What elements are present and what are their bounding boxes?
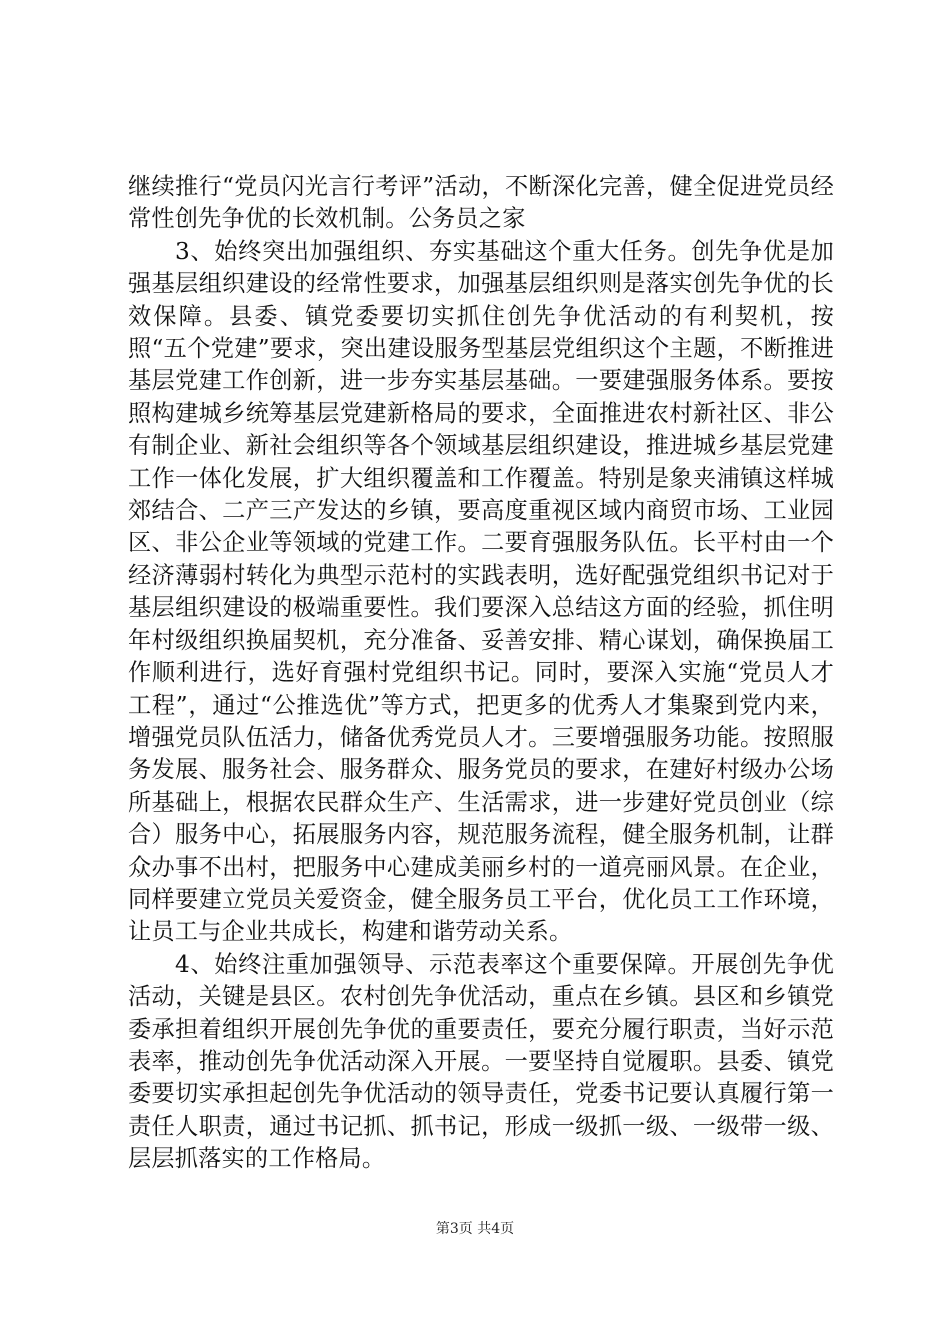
paragraph-item-3: 3、始终突出加强组织、夯实基础这个重大任务。创先争优是加强基层组织建设的经常性要求，加强基层组织则是落实创先争优的长效保障。县委、镇党委要切实抓住创先争优活动的有利契机，按照“五个党建”要求，突出建设服务型基层党组织这个主题，不断推进基层党建工作创新，进一步夯实基层基础。一要建强服务体系。要按照构建城乡统筹基层党建新格局的要求，全面推进农村新社区、非公有制企业、新社会组织等各个领域基层组织建设，推进城乡基层党建工作一体化发展，扩大组织覆盖和工作覆盖。特别是象夹浦镇这样城郊结合、二产三产发达的乡镇，要高度重视区域内商贸市场、工业园区、非公企业等领域的党建工作。二要育强服务队伍。长平村由一个经济薄弱村转化为典型示范村的实践表明，选好配强党组织书记对于基层组织建设的极端重要性。我们要深入总结这方面的经验，抓住明年村级组织换届契机，充分准备、妥善安排、精心谋划，确保换届工作顺利进行，选好育强村党组织书记。同时，要深入实施“党员人才工程”，通过“公推选优”等方式，把更多的优秀人才集聚到党内来，增强党员队伍活力，储备优秀党员人才。三要增强服务功能。按照服务发展、服务社会、服务群众、服务党员的要求，在建好村级办公场所基础上，根据农民群众生产、生活需求，进一步建好党员创业（综合）服务中心，拓展服务内容，规范服务流程，健全服务机制，让群众办事不出村，把服务中心建成美丽乡村的一道亮丽风景。在企业，同样要建立党员关爱资金，健全服务员工平台，优化员工工作环境，让员工与企业共成长，构建和谐劳动关系。 <box>128 237 834 946</box>
paragraph-continuation: 继续推行“党员闪光言行考评”活动，不断深化完善，健全促进党员经常性创先争优的长效机制。公务员之家 <box>128 173 834 233</box>
page-footer: 第3页 共4页 <box>435 1221 515 1237</box>
document-body <box>128 171 834 1176</box>
paragraph-item-4: 4、始终注重加强领导、示范表率这个重要保障。开展创先争优活动，关键是县区。农村创先争优活动，重点在乡镇。县区和乡镇党委承担着组织开展创先争优的重要责任，要充分履行职责，当好示范表率，推动创先争优活动深入开展。一要坚持自觉履职。县委、镇党委要切实承担起创先争优活动的领导责任，党委书记要认真履行第一责任人职责，通过书记抓、抓书记，形成一级抓一级、一级带一级、层层抓落实的工作格局。 <box>128 950 834 1173</box>
